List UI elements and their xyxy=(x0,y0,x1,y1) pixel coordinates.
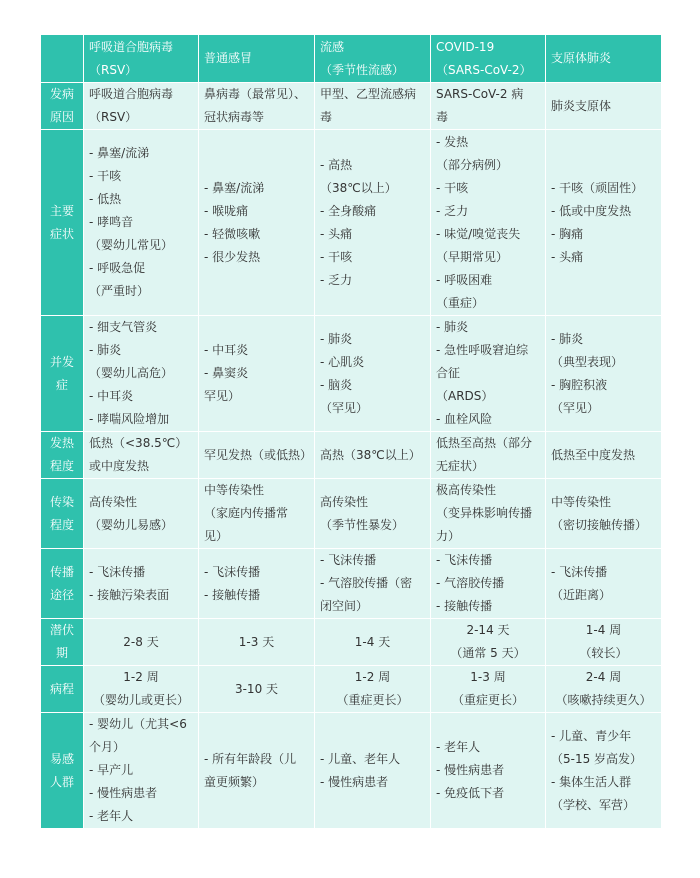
text-line: - 老年人 xyxy=(436,740,481,754)
text-line: （ARDS） xyxy=(436,389,494,403)
text-line: 并发 xyxy=(49,354,74,369)
cell-common-cold xyxy=(199,316,315,432)
text-line: - 婴幼儿（尤其<6 xyxy=(89,717,187,731)
text-line: - 低或中度发热 xyxy=(551,203,632,218)
text-line: 病程 xyxy=(49,681,74,696)
text-line: - 味觉/嗅觉丧失 xyxy=(436,226,521,241)
cell-covid19 xyxy=(431,713,546,829)
cell-rsv xyxy=(84,619,199,666)
text-line: 1-2 周 xyxy=(354,670,391,684)
text-line: （罕见） xyxy=(551,400,600,415)
cell-rsv xyxy=(84,549,199,619)
cell-common-cold xyxy=(199,619,315,666)
text-line: 或中度发热 xyxy=(89,459,150,473)
text-line: 中等传染性 xyxy=(204,483,265,497)
text-line: （部分病例） xyxy=(436,157,509,172)
text-line: （RSV） xyxy=(89,62,138,77)
text-line: - 飞沫传播 xyxy=(89,564,146,579)
text-line: - 免疫低下者 xyxy=(436,786,505,800)
cell-influenza xyxy=(315,479,431,549)
text-line: - 干咳 xyxy=(89,169,122,183)
text-line: （季节性流感） xyxy=(320,62,405,77)
text-line: - 低热 xyxy=(89,192,122,206)
text-line: - 心肌炎 xyxy=(320,354,365,369)
cell-covid19 xyxy=(431,666,546,713)
cell-covid19 xyxy=(431,130,546,316)
header-row xyxy=(41,35,662,83)
text-line: - 喉咙痛 xyxy=(204,203,249,218)
text-line: （典型表现） xyxy=(551,354,624,369)
cell-mycoplasma xyxy=(546,549,662,619)
text-line: 2-14 天 xyxy=(466,623,510,637)
text-line: 毒 xyxy=(320,110,333,124)
text-line: 支原体肺炎 xyxy=(551,51,612,65)
text-line: 症 xyxy=(55,377,68,392)
cell-mycoplasma xyxy=(546,83,662,130)
text-line: 冠状病毒等 xyxy=(204,110,265,124)
header-influenza xyxy=(315,35,431,83)
text-line: （婴幼儿常见） xyxy=(89,238,174,252)
table-row xyxy=(41,713,662,829)
text-line: 罕见发热（或低热） xyxy=(204,447,313,462)
cell-influenza xyxy=(315,83,431,130)
cell-mycoplasma xyxy=(546,713,662,829)
text-line: 闭空间） xyxy=(320,599,369,613)
text-line: 无症状） xyxy=(436,459,485,473)
text-line: 甲型、乙型流感病 xyxy=(320,87,417,101)
cell-mycoplasma xyxy=(546,619,662,666)
table-row xyxy=(41,666,662,713)
text-line: 高热（38℃以上） xyxy=(320,447,421,462)
text-line: - 气溶胶传播（密 xyxy=(320,576,413,590)
text-line: - 飞沫传播 xyxy=(436,553,493,567)
text-line: - 呼吸急促 xyxy=(89,261,146,275)
text-line: - 飞沫传播 xyxy=(204,564,261,579)
cell-rsv xyxy=(84,316,199,432)
row-label xyxy=(41,713,84,829)
text-line: 合征 xyxy=(436,366,461,380)
cell-common-cold xyxy=(199,666,315,713)
text-line: - 接触传播 xyxy=(436,599,493,613)
cell-rsv xyxy=(84,130,199,316)
cell-covid19 xyxy=(431,316,546,432)
text-line: （密切接触传播） xyxy=(551,517,648,532)
text-line: 呼吸道合胞病毒 xyxy=(89,87,174,101)
text-line: 中等传染性 xyxy=(551,494,612,509)
text-line: 3-10 天 xyxy=(234,681,279,696)
text-line: 易感 xyxy=(49,751,74,766)
text-line: - 哮喘风险增加 xyxy=(89,412,170,426)
text-line: 原因 xyxy=(49,110,74,124)
cell-rsv xyxy=(84,479,199,549)
text-line: （罕见） xyxy=(320,400,369,415)
text-line: - 慢性病患者 xyxy=(320,774,389,789)
text-line: - 肺炎 xyxy=(320,331,353,346)
cell-influenza xyxy=(315,713,431,829)
text-line: - 气溶胶传播 xyxy=(436,576,505,590)
text-line: 2-8 天 xyxy=(123,634,159,649)
cell-influenza xyxy=(315,549,431,619)
text-line: 高传染性 xyxy=(89,494,138,509)
text-line: COVID-19 xyxy=(436,39,495,54)
text-line: 低热（<38.5℃） xyxy=(89,436,188,450)
cell-rsv xyxy=(84,83,199,130)
text-line: - 集体生活人群 xyxy=(551,774,632,789)
cell-rsv xyxy=(84,666,199,713)
row-label xyxy=(41,479,84,549)
text-line: 罕见） xyxy=(204,389,241,403)
text-line: 途径 xyxy=(49,587,74,602)
text-line: - 头痛 xyxy=(551,249,584,264)
text-line: 1-2 周 xyxy=(123,670,159,684)
text-line: （婴幼儿易感） xyxy=(89,517,174,532)
text-line: - 慢性病患者 xyxy=(89,786,158,800)
text-line: （SARS-CoV-2） xyxy=(436,62,532,77)
comparison-table xyxy=(40,34,662,829)
text-line: 流感 xyxy=(320,39,345,54)
cell-common-cold xyxy=(199,479,315,549)
text-line: - 高热 xyxy=(320,157,353,172)
text-line: - 干咳 xyxy=(436,180,469,195)
header-corner xyxy=(41,35,84,83)
text-line: - 所有年龄段（儿 xyxy=(204,751,297,766)
text-line: - 肺炎 xyxy=(436,320,469,334)
text-line: - 脑炎 xyxy=(320,377,353,392)
text-line: （婴幼儿高危） xyxy=(89,366,174,380)
cell-common-cold xyxy=(199,432,315,479)
text-line: - 中耳炎 xyxy=(89,389,134,403)
text-line: - 发热 xyxy=(436,134,469,149)
text-line: 力） xyxy=(436,529,461,543)
cell-covid19 xyxy=(431,479,546,549)
text-line: （婴幼儿或更长） xyxy=(92,693,189,707)
text-line: 鼻病毒（最常见）、 xyxy=(204,87,307,101)
text-line: - 很少发热 xyxy=(204,249,261,264)
table-row xyxy=(41,432,662,479)
text-line: - 轻微咳嗽 xyxy=(204,226,261,241)
text-line: 童更频繁） xyxy=(204,774,265,789)
text-line: 低热至中度发热 xyxy=(551,447,636,462)
text-line: - 飞沫传播 xyxy=(551,564,608,579)
text-line: 发热 xyxy=(49,436,74,450)
text-line: - 飞沫传播 xyxy=(320,553,377,567)
header-rsv xyxy=(84,35,199,83)
text-line: （重症更长） xyxy=(336,693,409,707)
cell-mycoplasma xyxy=(546,479,662,549)
row-label xyxy=(41,316,84,432)
cell-influenza xyxy=(315,130,431,316)
text-line: （早期常见） xyxy=(436,249,509,264)
table-body xyxy=(41,83,662,829)
text-line: - 鼻窦炎 xyxy=(204,366,249,380)
text-line: （咳嗽持续更久） xyxy=(555,693,652,707)
text-line: - 肺炎 xyxy=(89,343,122,357)
text-line: - 呼吸困难 xyxy=(436,272,493,287)
text-line: 1-4 周 xyxy=(585,623,622,637)
text-line: 肺炎支原体 xyxy=(551,98,612,113)
header-common-cold xyxy=(199,35,315,83)
cell-common-cold xyxy=(199,549,315,619)
text-line: （通常 5 天） xyxy=(450,646,526,660)
text-line: - 早产儿 xyxy=(89,763,134,777)
text-line: 传播 xyxy=(49,564,74,579)
cell-influenza xyxy=(315,666,431,713)
text-line: 高传染性 xyxy=(320,494,369,509)
text-line: 毒 xyxy=(436,110,449,124)
text-line: 人群 xyxy=(49,774,74,789)
text-line: （季节性暴发） xyxy=(320,517,405,532)
text-line: 个月） xyxy=(89,740,126,754)
table-row xyxy=(41,619,662,666)
row-label xyxy=(41,666,84,713)
cell-covid19 xyxy=(431,549,546,619)
text-line: （重症） xyxy=(436,295,485,310)
text-line: - 哮鸣音 xyxy=(89,215,134,229)
cell-common-cold xyxy=(199,130,315,316)
text-line: 见） xyxy=(204,529,229,543)
text-line: - 干咳 xyxy=(320,249,353,264)
cell-mycoplasma xyxy=(546,130,662,316)
table-row xyxy=(41,316,662,432)
text-line: - 肺炎 xyxy=(551,331,584,346)
text-line: - 接触传播 xyxy=(204,587,261,602)
text-line: 2-4 周 xyxy=(585,670,622,684)
text-line: 低热至高热（部分 xyxy=(436,436,533,450)
cell-rsv xyxy=(84,432,199,479)
cell-mycoplasma xyxy=(546,316,662,432)
row-label xyxy=(41,83,84,130)
text-line: - 急性呼吸窘迫综 xyxy=(436,343,529,357)
cell-covid19 xyxy=(431,619,546,666)
text-line: 主要 xyxy=(49,203,74,218)
text-line: - 胸腔积液 xyxy=(551,377,608,392)
text-line: 呼吸道合胞病毒 xyxy=(89,39,174,54)
header-mycoplasma xyxy=(546,35,662,83)
cell-covid19 xyxy=(431,432,546,479)
text-line: 发病 xyxy=(49,87,74,101)
text-line: - 鼻塞/流涕 xyxy=(204,180,265,195)
text-line: - 细支气管炎 xyxy=(89,320,158,334)
header-covid19 xyxy=(431,35,546,83)
text-line: - 乏力 xyxy=(320,272,353,287)
text-line: - 全身酸痛 xyxy=(320,203,377,218)
table-row xyxy=(41,549,662,619)
text-line: - 老年人 xyxy=(89,809,134,823)
cell-rsv xyxy=(84,713,199,829)
cell-mycoplasma xyxy=(546,666,662,713)
text-line: 1-3 周 xyxy=(470,670,506,684)
text-line: - 接触污染表面 xyxy=(89,587,170,602)
text-line: （严重时） xyxy=(89,284,150,298)
text-line: - 乏力 xyxy=(436,203,469,218)
text-line: （变异株影响传播 xyxy=(436,506,533,520)
cell-mycoplasma xyxy=(546,432,662,479)
row-label xyxy=(41,619,84,666)
text-line: （RSV） xyxy=(89,110,138,124)
table-row xyxy=(41,83,662,130)
cell-influenza xyxy=(315,432,431,479)
cell-influenza xyxy=(315,316,431,432)
table-row xyxy=(41,130,662,316)
text-line: SARS-CoV-2 病 xyxy=(436,87,524,101)
text-line: - 中耳炎 xyxy=(204,343,249,357)
text-line: 1-3 天 xyxy=(238,634,275,649)
text-line: - 血栓风险 xyxy=(436,412,493,426)
cell-covid19 xyxy=(431,83,546,130)
text-line: （重症更长） xyxy=(451,693,524,707)
row-label xyxy=(41,130,84,316)
text-line: 普通感冒 xyxy=(204,51,253,65)
text-line: - 鼻塞/流涕 xyxy=(89,146,150,160)
text-line: 程度 xyxy=(49,459,74,473)
text-line: （学校、军营） xyxy=(551,797,636,812)
text-line: - 胸痛 xyxy=(551,226,584,241)
text-line: （38℃以上） xyxy=(320,180,397,195)
cell-common-cold xyxy=(199,713,315,829)
cell-common-cold xyxy=(199,83,315,130)
text-line: 1-4 天 xyxy=(354,634,391,649)
text-line: 症状 xyxy=(49,226,74,241)
text-line: - 干咳（顽固性） xyxy=(551,180,644,195)
table-row xyxy=(41,479,662,549)
text-line: 极高传染性 xyxy=(436,483,497,497)
row-label xyxy=(41,549,84,619)
text-line: 潜伏 xyxy=(49,623,74,637)
text-line xyxy=(46,47,78,70)
text-line: （较长） xyxy=(579,646,628,660)
text-line: （5-15 岁高发） xyxy=(551,751,643,766)
text-line: 程度 xyxy=(49,517,74,532)
text-line: （近距离） xyxy=(551,587,612,602)
text-line: - 儿童、青少年 xyxy=(551,728,632,743)
cell-influenza xyxy=(315,619,431,666)
text-line: 期 xyxy=(55,646,68,660)
text-line: - 儿童、老年人 xyxy=(320,751,401,766)
row-label xyxy=(41,432,84,479)
text-line: - 头痛 xyxy=(320,226,353,241)
text-line: （家庭内传播常 xyxy=(204,506,289,520)
text-line: - 慢性病患者 xyxy=(436,763,505,777)
text-line: 传染 xyxy=(49,494,74,509)
